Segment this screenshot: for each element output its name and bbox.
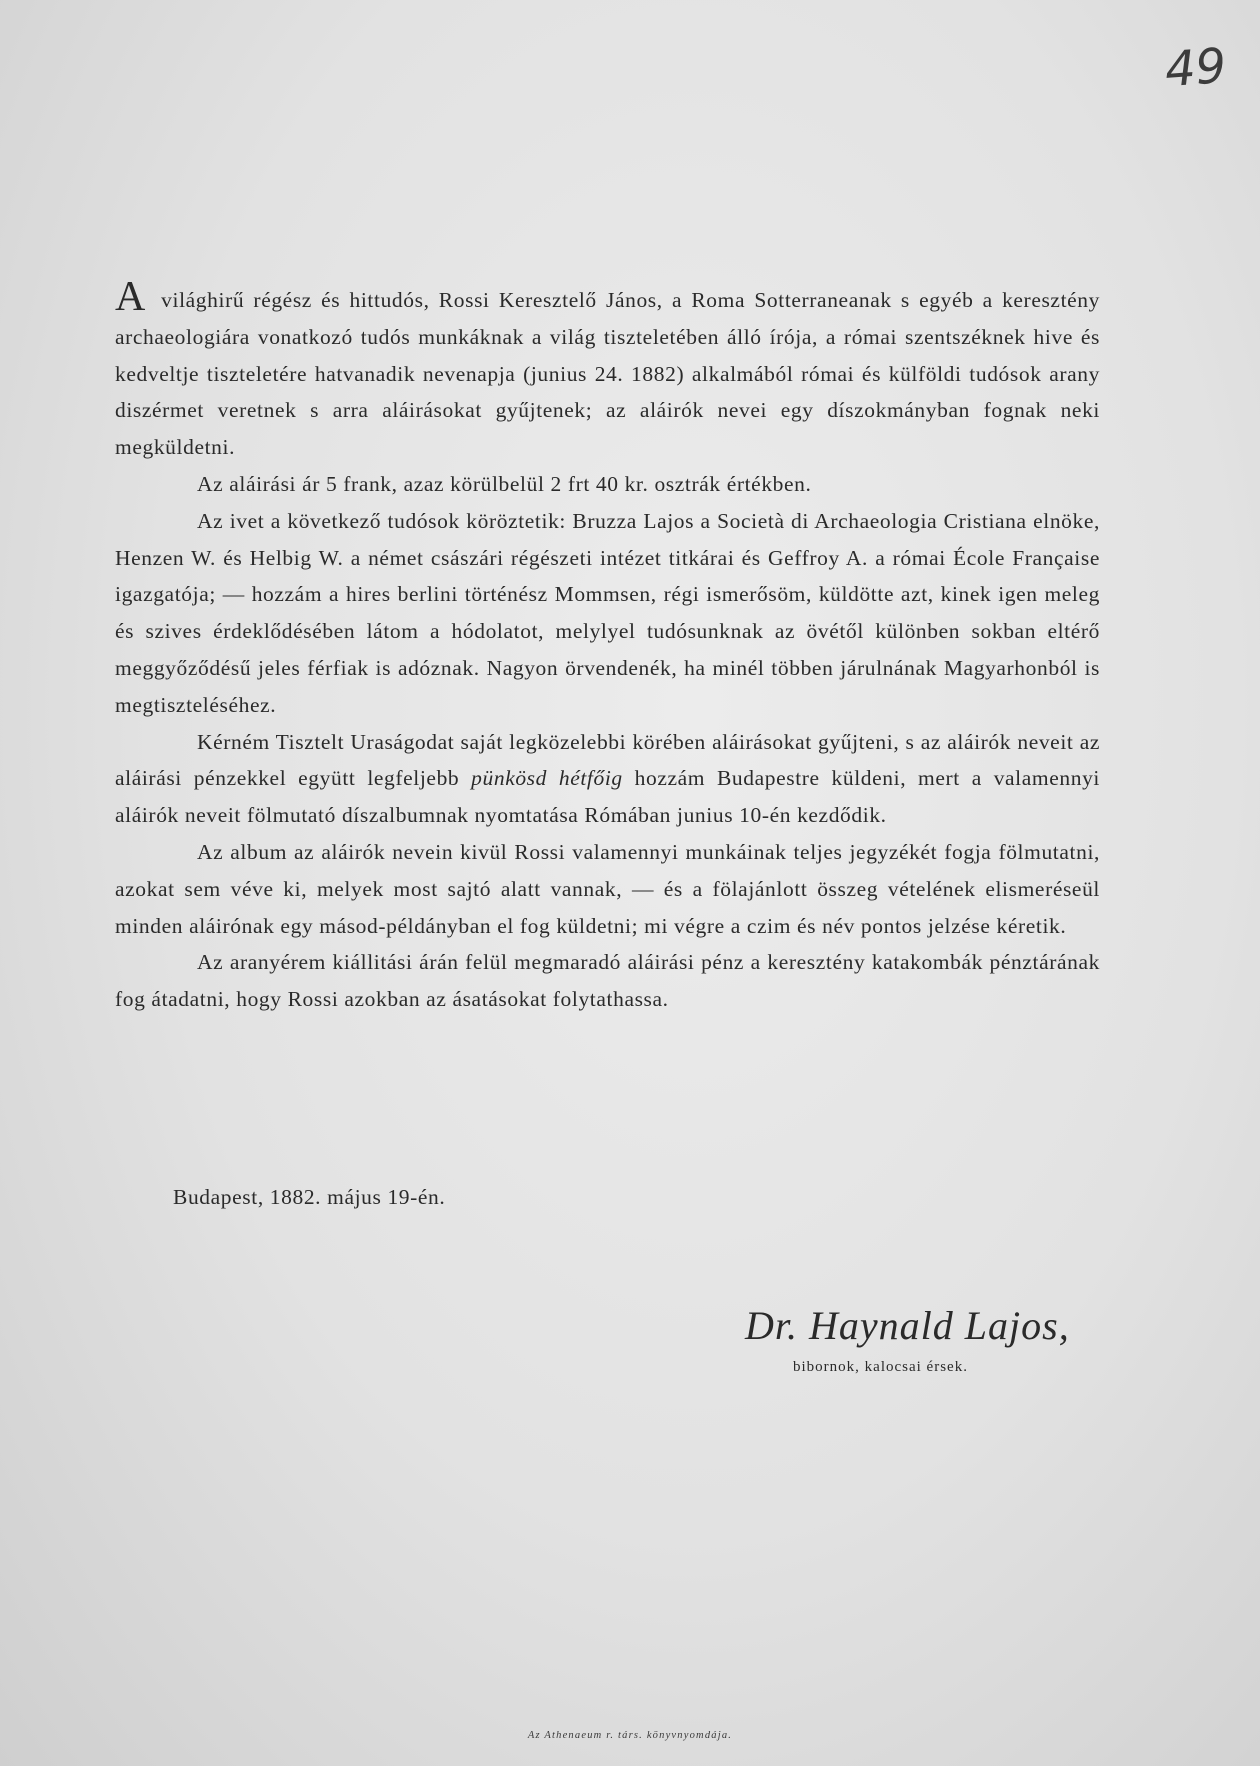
paragraph-4-text-after: hozzám Budapestre küldeni, mert a valamennyi aláirók neveit fölmutató díszalbumnak nyomtatása Rómában junius 10-én kezdődik. (115, 766, 1100, 828)
paragraph-3: Az ivet a következő tudósok köröztetik: Bruzza Lajos a Società di Archaeologia Cristiana elnöke, Henzen W. és Helbig W. a német császári régészeti intézet titkárai és Geffroy A. a római École Française igazgatója; — hozzám a hires berlini történész Mommsen, régi ismerősöm, küldötte azt, kinek igen meleg és szives érdeklődésében látom a hódolatot, melylyel tudósunknak az övétől különben sokban eltérő meggyőződésű jeles férfiak is adóznak. Nagyon örvendenék, ha minél többen járulnának Magyarhonból is megtiszteléséhez. (115, 508, 1100, 717)
drop-cap: A (115, 274, 146, 320)
letter-body (115, 274, 1100, 1018)
printer-imprint: Az Athenaeum r. társ. könyvnyomdája. (527, 1730, 733, 1741)
paragraph-6: Az aranyérem kiállitási árán felül megmaradó aláirási pénz a keresztény katakombák pénztárának fog átadatni, hogy Rossi azokban az ásatásokat folytathassa. (115, 950, 1100, 1012)
deadline-emphasis: pünkösd hétfőig (471, 766, 623, 791)
paragraph-1-text: világhirű régész és hittudós, Rossi Keresztelő János, a Roma Sotterraneanak s egyéb a keresztény archaeologiára vonatkozó tudós munkáknak a világ tiszteletében álló írója, a római szentszéknek hive és kedveltje tiszteletére hatvanadik nevenapja (junius 24. 1882) alkalmából római és külföldi tudósok arany diszérmet veretnek s arra aláirásokat gyűjtenek; az aláirók nevei egy díszokmányban fognak neki megküldetni. (115, 288, 1100, 460)
date-line: Budapest, 1882. május 19-én. (173, 1185, 446, 1209)
paragraph-5: Az album az aláirók nevein kivül Rossi valamennyi munkáinak teljes jegyzékét fogja fölmutatni, azokat sem véve ki, melyek most sajtó alatt vannak, — és a fölajánlott összeg vételének elismeréseül minden aláirónak egy másod-példányban el fog küldetni; mi végre a czim és név pontos jelzése kéretik. (115, 839, 1100, 938)
signature-name: Dr. Haynald Lajos, (745, 1303, 1070, 1348)
paragraph-1 (115, 274, 1100, 466)
signature-title: bibornok, kalocsai érsek. (793, 1359, 968, 1375)
paragraph-4-text-before: Kérném Tisztelt Uraságodat saját legközelebbi körében aláirásokat gyűjteni, s az aláirók neveit az aláirási pénzekkel együtt legfeljebb (115, 729, 1100, 791)
paragraph-2: Az aláirási ár 5 frank, azaz körülbelül 2 frt 40 kr. osztrák értékben. (197, 471, 812, 496)
handwritten-page-number: 49 (1163, 37, 1228, 99)
paragraph-4 (115, 724, 1100, 834)
